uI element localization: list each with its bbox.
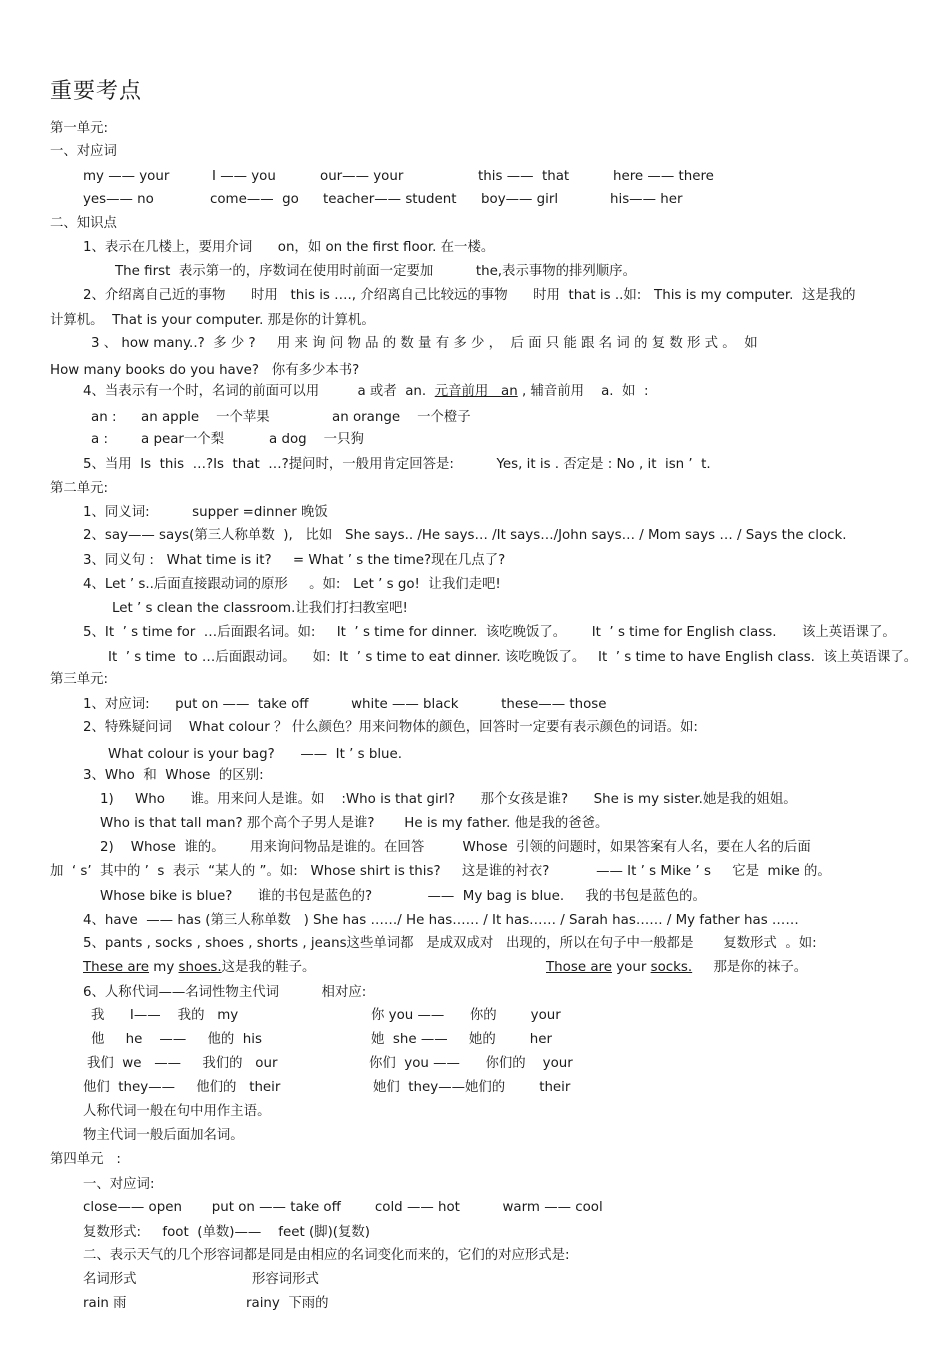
- point-text: Let ’ s clean the classroom.让我们打扫教室吧!: [112, 601, 408, 616]
- table-cell: rain 雨: [83, 1296, 127, 1311]
- pair-item: come—— go: [210, 192, 299, 207]
- example-label: an :: [91, 410, 117, 425]
- example-part: 这是我的鞋子。: [221, 960, 316, 975]
- unit4-section-pairs: 一、对应词:: [83, 1177, 155, 1192]
- pair-item: our—— your: [320, 169, 404, 184]
- point-text: 5、当用 Is this …?Is that …?提问时，一般用肯定回答是: Yes, it is . 否定是 : No , it isn ’ t.: [83, 457, 711, 472]
- point-text: 2、特殊疑问词 What colour ？ 什么颜色？用来问物体的颜色，回答时一定要有表示颜色的词语。如:: [83, 720, 698, 735]
- point-text: How many books do you have? 你有多少本书?: [50, 363, 360, 378]
- column-header: 名词形式: [83, 1272, 137, 1287]
- pair-item: I —— you: [212, 169, 276, 184]
- pair-item: teacher—— student: [323, 192, 457, 207]
- example-part: 那是你的袜子。: [692, 960, 808, 975]
- point-text: 1、对应词: put on —— take off white —— black these—— those: [83, 697, 607, 712]
- example-part: your: [612, 960, 651, 975]
- point-text-part: , 辅音前用 a. 如 :: [517, 384, 649, 399]
- point-text: 2、介绍离自己近的事物 时用 this is …., 介绍离自己比较远的事物 时用 that is ..如: This is my computer. 这是我的: [83, 288, 856, 303]
- pronoun-row: 她 she —— 她的 her: [371, 1032, 552, 1047]
- point-text: What colour is your bag? —— It ’ s blue.: [108, 747, 403, 762]
- unit1-heading: 第一单元:: [50, 121, 109, 136]
- example-text: an orange 一个橙子: [332, 410, 471, 425]
- pronoun-row: 他 he —— 他的 his: [91, 1032, 262, 1047]
- underlined-text: 元音前用 an: [434, 384, 518, 399]
- note-text: 物主代词一般后面加名词。: [83, 1128, 244, 1143]
- pair-item: this —— that: [478, 169, 570, 184]
- point-text: 4、Let ’ s..后面直接跟动词的原形 。如: Let ’ s go! 让我们走吧!: [83, 577, 501, 592]
- underlined-text: socks.: [650, 960, 693, 975]
- point-text: 5、pants , socks , shoes , shorts , jeans这些单词都 是成双成对 出现的，所以在句子中一般都是 复数形式 。如:: [83, 936, 817, 951]
- example-text: an apple 一个苹果: [141, 410, 270, 425]
- pronoun-row: 你们 you —— 你们的 your: [369, 1056, 573, 1071]
- unit4-section-weather: 二、表示天气的几个形容词都是同是由相应的名词变化而来的，它们的对应形式是:: [83, 1248, 570, 1263]
- example-sentence: [83, 960, 315, 976]
- point-text: 1) Who 谁。用来问人是谁。如 :Who is that girl? 那个女孩是谁? She is my sister.她是我的姐姐。: [100, 792, 797, 807]
- point-text: Who is that tall man? 那个高个子男人是谁? He is my father. 他是我的爸爸。: [100, 816, 609, 831]
- example-sentence: [546, 960, 807, 976]
- unit1-section-points: 二、知识点: [50, 216, 117, 231]
- point-text: 1、表示在几楼上，要用介词 on，如 on the first floor. 在一楼。: [83, 240, 495, 255]
- point-text: 3、Who 和 Whose 的区别:: [83, 768, 264, 783]
- unit3-heading: 第三单元:: [50, 672, 109, 687]
- pair-item: boy—— girl: [481, 192, 559, 207]
- point-text: 2、say—— says(第三人称单数 ), 比如 She says.. /He says… /It says…/John says… / Mom says … / Says the clock.: [83, 528, 847, 543]
- underlined-text: These are: [83, 960, 150, 975]
- point-text: 复数形式: foot (单数)—— feet (脚)(复数): [83, 1225, 371, 1240]
- example-label: a :: [91, 432, 108, 447]
- point-text: 6、人称代词——名词性物主代词 相对应:: [83, 985, 367, 1000]
- point-text: 5、It ’ s time for …后面跟名词。如: It ’ s time for dinner. 该吃晚饭了。 It ’ s time for English class. 该上英语课了。: [83, 625, 896, 640]
- unit2-heading: 第二单元:: [50, 481, 109, 496]
- unit4-heading: 第四单元 :: [50, 1152, 121, 1167]
- example-text: a pear一个梨: [141, 432, 225, 447]
- pronoun-row: 你 you —— 你的 your: [371, 1008, 561, 1023]
- underlined-text: shoes.: [178, 960, 222, 975]
- column-header: 形容词形式: [252, 1272, 319, 1287]
- pair-item: my —— your: [83, 169, 170, 184]
- pronoun-row: 她们 they——她们的 their: [373, 1080, 571, 1095]
- point-text: 2) Whose 谁的。 用来询问物品是谁的。在回答 Whose 引领的问题时，如果答案有人名，要在人名的后面: [100, 840, 811, 855]
- pronoun-row: 他们 they—— 他们的 their: [83, 1080, 281, 1095]
- note-text: 人称代词一般在句中用作主语。: [83, 1104, 271, 1119]
- point-text: 3 、 how many..? 多 少 ? 用 来 询 问 物 品 的 数 量 有 多 少 ， 后 面 只 能 跟 名 词 的 复 数 形 式 。 如: [91, 336, 758, 351]
- unit1-section-pairs: 一、对应词: [50, 144, 117, 159]
- point-text: Whose bike is blue? 谁的书包是蓝色的? —— My bag is blue. 我的书包是蓝色的。: [100, 889, 706, 904]
- point-text: 计算机。 That is your computer. 那是你的计算机。: [50, 313, 375, 328]
- example-part: my: [149, 960, 179, 975]
- point-text: It ’ s time to …后面跟动词。 如: It ’ s time to eat dinner. 该吃晚饭了。 It ’ s time to have English class. 该上英语课了。: [108, 650, 918, 665]
- page-title: 重要考点: [50, 79, 143, 104]
- pair-item: here —— there: [613, 169, 714, 184]
- table-cell: rainy 下雨的: [246, 1296, 329, 1311]
- example-text: a dog 一只狗: [269, 432, 364, 447]
- point-text: 1、同义词: supper =dinner 晚饭: [83, 505, 328, 520]
- pair-item: his—— her: [610, 192, 683, 207]
- point-text: 3、同义句 : What time is it? = What ’ s the time?现在几点了?: [83, 553, 506, 568]
- pronoun-row: 我 I—— 我的 my: [91, 1008, 239, 1023]
- underlined-text: Those are: [546, 960, 612, 975]
- point-text-part: 4、当表示有一个时，名词的前面可以用 a 或者 an.: [83, 384, 435, 399]
- pair-item: yes—— no: [83, 192, 154, 207]
- point-text: 加 ‘ s’ 其中的 ’ s 表示 “某人的 ”。如: Whose shirt is this? 这是谁的衬衣? —— It ’ s Mike ’ s 它是 mike 的。: [50, 864, 831, 879]
- pronoun-row: 我们 we —— 我们的 our: [87, 1056, 278, 1071]
- point-text: The first 表示第一的，序数词在使用时前面一定要加 the,表示事物的排列顺序。: [115, 264, 636, 279]
- point-text: 4、have —— has (第三人称单数 ) She has ……/ He has…… / It has…… / Sarah has…… / My father has ……: [83, 913, 799, 928]
- point-text: [83, 384, 648, 400]
- pair-row: close—— open put on —— take off cold —— hot warm —— cool: [83, 1200, 603, 1215]
